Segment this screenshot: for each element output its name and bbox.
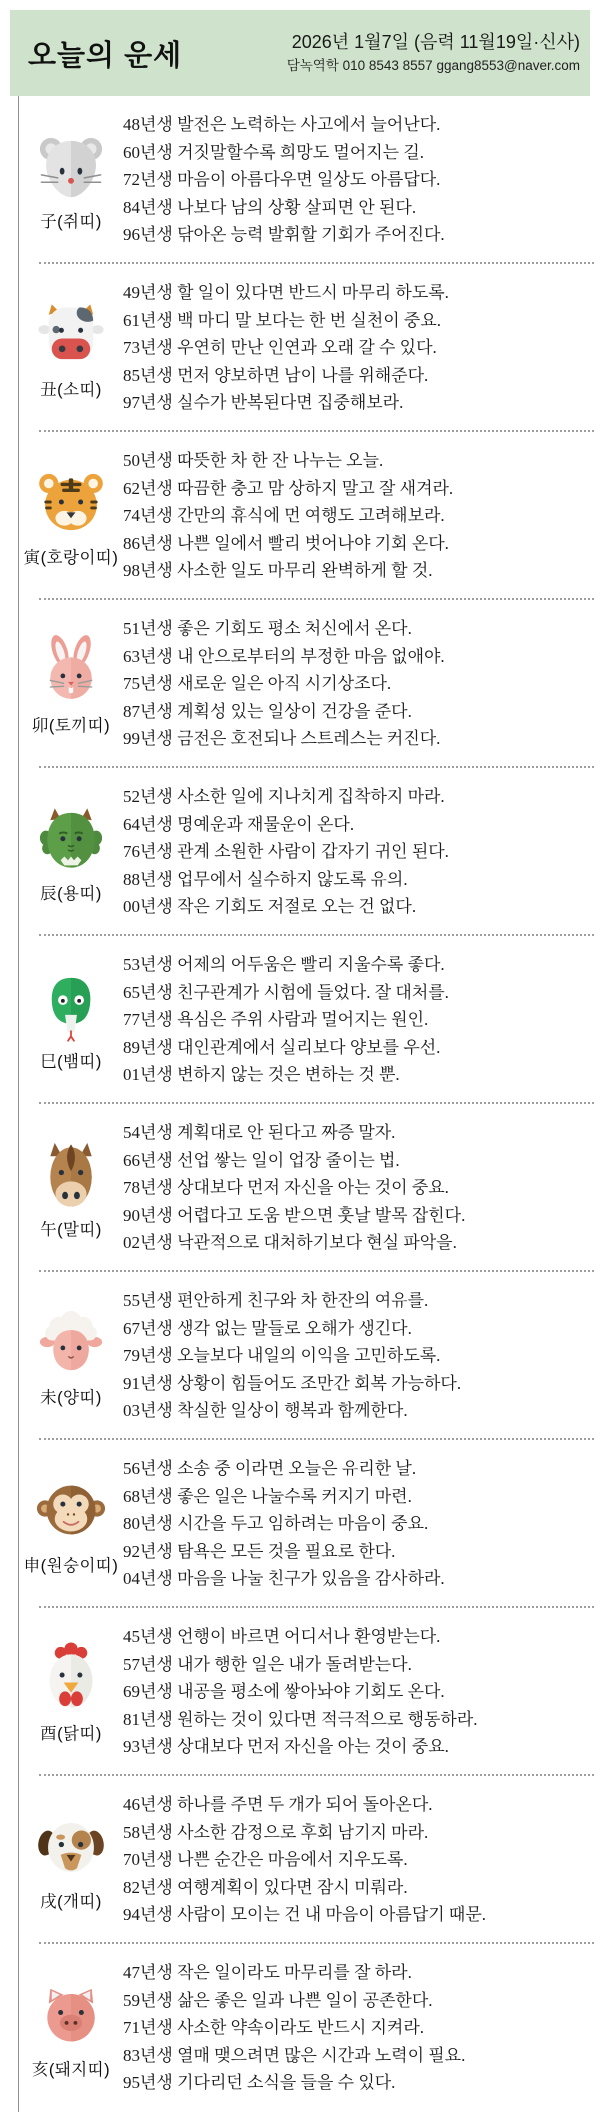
fortune-line: 72년생 마음이 아름다우면 일상도 아름답다.	[123, 170, 441, 190]
rooster-icon	[34, 1641, 108, 1715]
page-title: 오늘의 운세	[28, 39, 183, 72]
header-right	[287, 31, 580, 74]
zodiac-label: 酉(닭띠)	[40, 1724, 102, 1743]
fortune-line: 80년생 시간을 두고 임하려는 마음이 중요.	[123, 1514, 429, 1534]
fortune-line: 91년생 상황이 힘들어도 조만간 회복 가능하다.	[123, 1373, 462, 1393]
zodiac-icon-column	[19, 1109, 123, 1267]
zodiac-section-monkey	[19, 1440, 596, 1608]
fortune-lines	[123, 437, 596, 595]
sheep-icon	[34, 1305, 108, 1379]
fortune-line: 93년생 상대보다 먼저 자신을 아는 것이 중요.	[123, 1737, 449, 1757]
fortune-line: 96년생 닦아온 능력 발휘할 기회가 주어진다.	[123, 225, 445, 245]
zodiac-label: 午(말띠)	[40, 1220, 102, 1239]
zodiac-section-dragon	[19, 768, 596, 936]
dog-icon	[34, 1809, 108, 1883]
fortune-lines	[123, 605, 596, 763]
horse-icon	[34, 1137, 108, 1211]
zodiac-icon-column	[19, 941, 123, 1099]
fortune-lines	[123, 269, 596, 427]
zodiac-section-tiger	[19, 432, 596, 600]
fortune-line: 84년생 나보다 남의 상황 살피면 안 된다.	[123, 197, 417, 217]
zodiac-icon-column	[19, 1277, 123, 1435]
fortune-line: 74년생 간만의 휴식에 먼 여행도 고려해보라.	[123, 506, 445, 526]
fortune-lines	[123, 101, 596, 259]
fortune-line: 87년생 계획성 있는 일상이 건강을 준다.	[123, 701, 412, 721]
fortune-line: 82년생 여행계획이 있다면 잠시 미뤄라.	[123, 1877, 408, 1897]
fortune-line: 64년생 명예운과 재물운이 온다.	[123, 814, 355, 834]
pig-icon	[34, 1977, 108, 2051]
fortune-line: 83년생 열매 맺으려면 많은 시간과 노력이 필요.	[123, 2045, 466, 2065]
fortune-line: 55년생 편안하게 친구와 차 한잔의 여유를.	[123, 1291, 429, 1311]
fortune-line: 70년생 나쁜 순간은 마음에서 지우도록.	[123, 1850, 408, 1870]
fortune-line: 78년생 상대보다 먼저 자신을 아는 것이 중요.	[123, 1178, 449, 1198]
fortune-line: 75년생 새로운 일은 아직 시기상조다.	[123, 674, 392, 694]
zodiac-icon-column	[19, 269, 123, 427]
rabbit-icon	[34, 633, 108, 707]
fortune-line: 97년생 실수가 반복된다면 집중해보라.	[123, 393, 404, 413]
zodiac-icon-column	[19, 101, 123, 259]
zodiac-icon-column	[19, 1949, 123, 2107]
fortune-line: 46년생 하나를 주면 두 개가 되어 돌아온다.	[123, 1795, 433, 1815]
zodiac-section-ox	[19, 264, 596, 432]
fortune-lines	[123, 773, 596, 931]
snake-icon	[34, 969, 108, 1043]
fortune-line: 04년생 마음을 나눌 친구가 있음을 감사하라.	[123, 1569, 445, 1589]
fortune-lines	[123, 1949, 596, 2107]
fortune-line: 53년생 어제의 어두움은 빨리 지울수록 좋다.	[123, 955, 445, 975]
zodiac-label: 戌(개띠)	[40, 1892, 102, 1911]
zodiac-label: 未(양띠)	[40, 1388, 102, 1407]
fortune-lines	[123, 1277, 596, 1435]
fortune-lines	[123, 1109, 596, 1267]
fortune-line: 73년생 우연히 만난 인연과 오래 갈 수 있다.	[123, 338, 437, 358]
zodiac-section-sheep	[19, 1272, 596, 1440]
fortune-line: 86년생 나쁜 일에서 빨리 벗어나야 기회 온다.	[123, 533, 449, 553]
fortune-line: 99년생 금전은 호전되나 스트레스는 커진다.	[123, 729, 441, 749]
zodiac-section-rooster	[19, 1608, 596, 1776]
fortune-line: 62년생 따끔한 충고 맘 상하지 말고 잘 새겨라.	[123, 478, 454, 498]
fortune-lines	[123, 1445, 596, 1603]
fortune-line: 49년생 할 일이 있다면 반드시 마무리 하도록.	[123, 283, 449, 303]
fortune-line: 81년생 원하는 것이 있다면 적극적으로 행동하라.	[123, 1709, 478, 1729]
fortune-line: 90년생 어렵다고 도움 받으면 훗날 발목 잡힌다.	[123, 1205, 466, 1225]
fortune-line: 50년생 따뜻한 차 한 잔 나누는 오늘.	[123, 451, 384, 471]
zodiac-icon-column	[19, 437, 123, 595]
fortune-line: 98년생 사소한 일도 마무리 완벽하게 할 것.	[123, 561, 433, 581]
fortune-line: 56년생 소송 중 이라면 오늘은 유리한 날.	[123, 1459, 417, 1479]
zodiac-section-rat	[19, 96, 596, 264]
fortune-line: 00년생 작은 기회도 저절로 오는 건 없다.	[123, 897, 417, 917]
fortune-line: 48년생 발전은 노력하는 사고에서 늘어난다.	[123, 115, 441, 135]
zodiac-label: 辰(용띠)	[40, 884, 102, 903]
zodiac-section-dog	[19, 1776, 596, 1944]
zodiac-section-horse	[19, 1104, 596, 1272]
fortune-line: 47년생 작은 일이라도 마무리를 잘 하라.	[123, 1963, 412, 1983]
zodiac-icon-column	[19, 1445, 123, 1603]
zodiac-icon-column	[19, 773, 123, 931]
ox-icon	[34, 297, 108, 371]
dragon-icon	[34, 801, 108, 875]
fortune-line: 51년생 좋은 기회도 평소 처신에서 온다.	[123, 619, 412, 639]
zodiac-label: 寅(호랑이띠)	[23, 548, 119, 567]
tiger-icon	[34, 465, 108, 539]
zodiac-label: 卯(토끼띠)	[31, 716, 111, 735]
fortune-line: 65년생 친구관계가 시험에 들었다. 잘 대처를.	[123, 982, 449, 1002]
fortune-line: 02년생 낙관적으로 대처하기보다 현실 파악을.	[123, 1233, 457, 1253]
fortune-line: 45년생 언행이 바르면 어디서나 환영받는다.	[123, 1627, 441, 1647]
zodiac-label: 巳(뱀띠)	[40, 1052, 102, 1071]
fortune-lines	[123, 1613, 596, 1771]
fortune-line: 66년생 선업 쌓는 일이 업장 줄이는 법.	[123, 1150, 400, 1170]
fortune-line: 94년생 사람이 모이는 건 내 마음이 아름답기 때문.	[123, 1905, 487, 1925]
fortune-line: 95년생 기다리던 소식을 들을 수 있다.	[123, 2073, 396, 2093]
fortune-line: 63년생 내 안으로부터의 부정한 마음 없애야.	[123, 646, 445, 666]
fortune-line: 79년생 오늘보다 내일의 이익을 고민하도록.	[123, 1346, 441, 1366]
header	[10, 10, 590, 96]
fortune-line: 88년생 업무에서 실수하지 않도록 유의.	[123, 869, 408, 889]
fortune-line: 60년생 거짓말할수록 희망도 멀어지는 길.	[123, 142, 425, 162]
fortune-line: 67년생 생각 없는 말들로 오해가 생긴다.	[123, 1318, 412, 1338]
fortune-lines	[123, 1781, 596, 1939]
zodiac-icon-column	[19, 1613, 123, 1771]
rat-icon	[34, 129, 108, 203]
fortune-line: 76년생 관계 소원한 사람이 갑자기 귀인 된다.	[123, 842, 449, 862]
fortune-line: 89년생 대인관계에서 실리보다 양보를 우선.	[123, 1037, 441, 1057]
zodiac-section-pig	[19, 1944, 596, 2112]
fortune-line: 54년생 계획대로 안 된다고 짜증 말자.	[123, 1123, 396, 1143]
zodiac-section-rabbit	[19, 600, 596, 768]
fortune-line: 57년생 내가 행한 일은 내가 돌려받는다.	[123, 1654, 412, 1674]
fortune-line: 01년생 변하지 않는 것은 변하는 것 뿐.	[123, 1065, 400, 1085]
zodiac-icon-column	[19, 605, 123, 763]
fortune-line: 77년생 욕심은 주위 사람과 멀어지는 원인.	[123, 1010, 429, 1030]
fortune-lines	[123, 941, 596, 1099]
zodiac-label: 丑(소띠)	[40, 380, 102, 399]
fortune-line: 92년생 탐욕은 모든 것을 필요로 한다.	[123, 1541, 396, 1561]
fortune-list	[18, 96, 596, 2112]
monkey-icon	[34, 1473, 108, 1547]
fortune-line: 85년생 먼저 양보하면 남이 나를 위해준다.	[123, 365, 429, 385]
fortune-line: 68년생 좋은 일은 나눌수록 커지기 마련.	[123, 1486, 412, 1506]
zodiac-label: 亥(돼지띠)	[31, 2060, 111, 2079]
date-text: 2026년 1월7일 (음력 11월19일·신사)	[291, 32, 580, 53]
fortune-line: 61년생 백 마디 말 보다는 한 번 실천이 중요.	[123, 310, 442, 330]
fortune-line: 69년생 내공을 평소에 쌓아놔야 기회도 온다.	[123, 1682, 445, 1702]
zodiac-label: 申(원숭이띠)	[23, 1556, 119, 1575]
fortune-line: 03년생 착실한 일상이 행복과 함께한다.	[123, 1401, 408, 1421]
fortune-line: 59년생 삶은 좋은 일과 나쁜 일이 공존한다.	[123, 1990, 433, 2010]
fortune-line: 58년생 사소한 감정으로 후회 남기지 마라.	[123, 1822, 429, 1842]
zodiac-label: 子(쥐띠)	[40, 212, 102, 231]
zodiac-section-snake	[19, 936, 596, 1104]
fortune-line: 71년생 사소한 약속이라도 반드시 지켜라.	[123, 2018, 425, 2038]
contact-text: 담녹역학 010 8543 8557 ggang8553@naver.com	[286, 57, 580, 73]
fortune-line: 52년생 사소한 일에 지나치게 집착하지 마라.	[123, 787, 445, 807]
zodiac-icon-column	[19, 1781, 123, 1939]
